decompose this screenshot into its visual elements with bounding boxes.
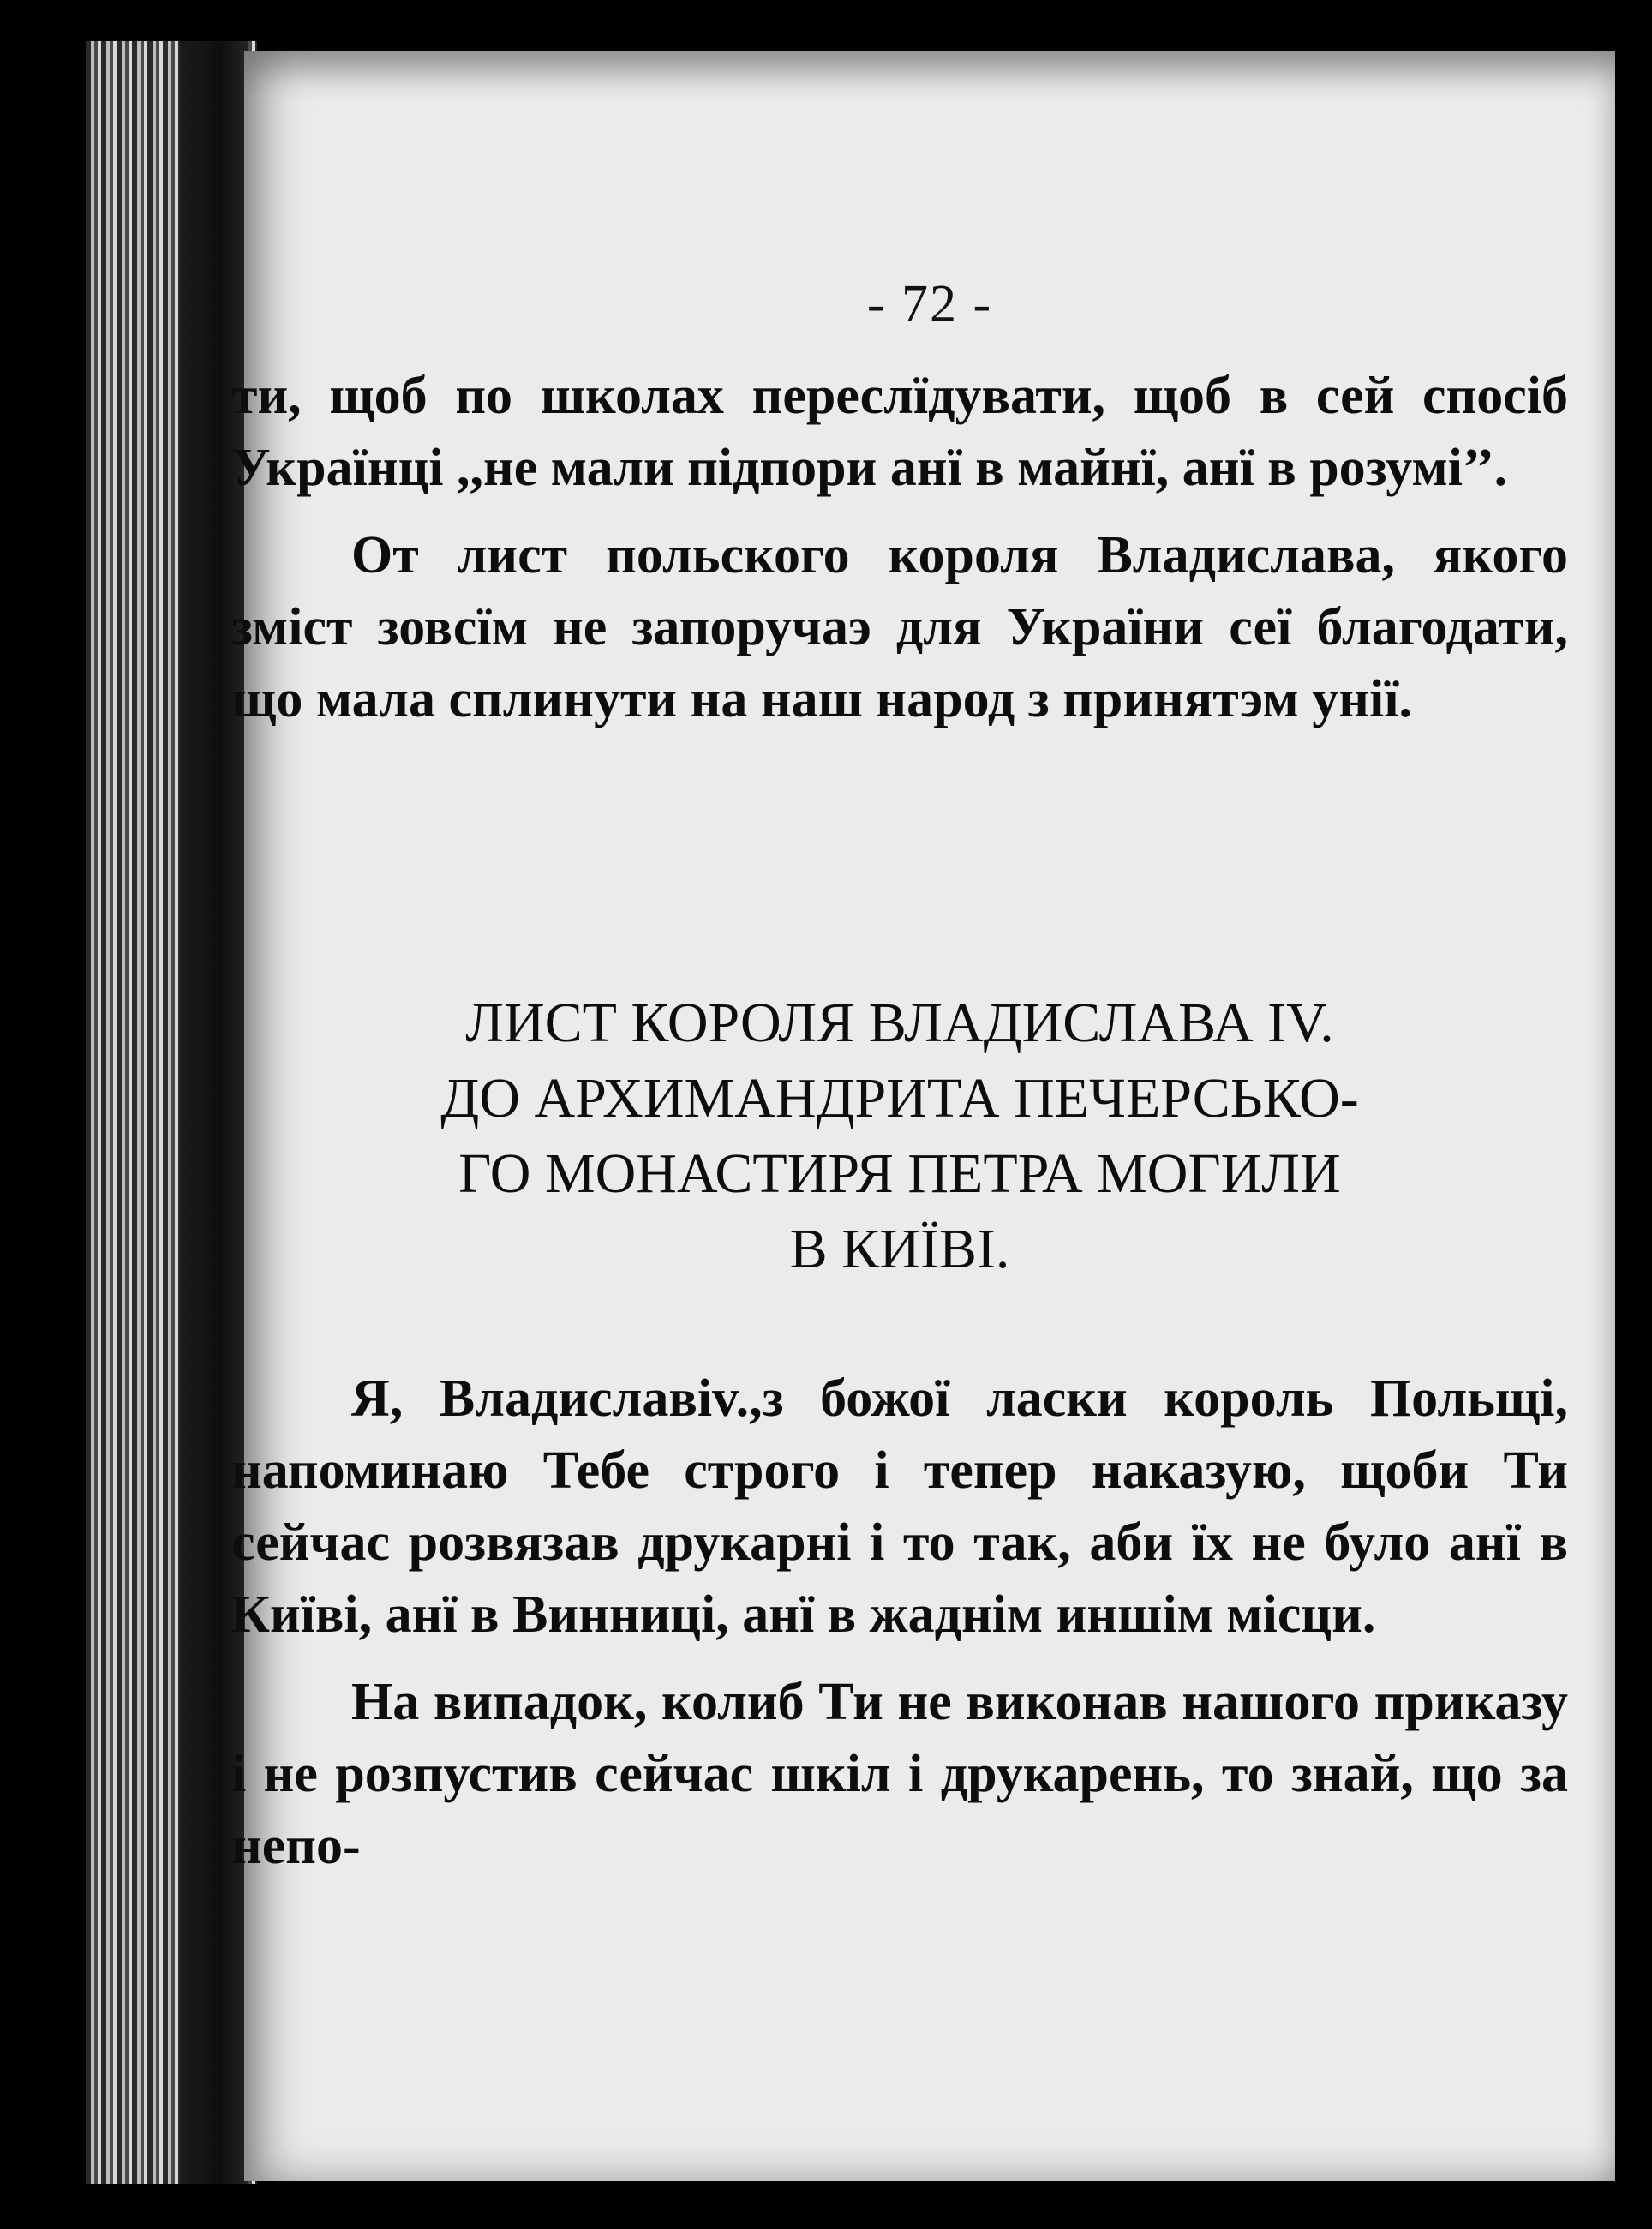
heading-line-1: ЛИСТ КОРОЛЯ ВЛАДИСЛАВА IV. [465,992,1334,1054]
heading-line-2: ДО АРХИМАНДРИТА ПЕЧЕРСЬКО- [440,1067,1359,1129]
letter-paragraph-2: На випадок, колиб Ти не виконав нашого приказу і не розпустив сейчас шкіл і друкарень, то знай, що за непо- [231,1673,1568,1875]
heading-line-4: В КИЇВІ. [789,1218,1010,1280]
intro-paragraph-1: ти, щоб по школах переслїдувати, щоб в сей спосіб Українці ,,не мали підпори анї в майнї, анї в розумі’’. [231,367,1568,497]
letter-text [231,1363,1568,1897]
intro-text [231,360,1568,751]
letter-paragraph-1: Я, Владиславіv.,з божої ласки король Польщі, напоминаю Тебе строго і тепер наказую, щоби Ти сейчас розвязав друкарні і то так, аби їх не було анї в Київі, анї в Винниці, анї в жаднім иншім місци. [231,1369,1568,1644]
page-number: - 72 - [866,275,993,333]
letter-heading [231,986,1568,1287]
heading-line-3: ГО МОНАСТИРЯ ПЕТРА МОГИЛИ [458,1142,1341,1205]
intro-paragraph-2: От лист польского короля Владислава, якого зміст зовсїм не запоручаэ для України сеї благодати, що мала сплинути на наш народ з принятэм унії. [231,526,1568,728]
